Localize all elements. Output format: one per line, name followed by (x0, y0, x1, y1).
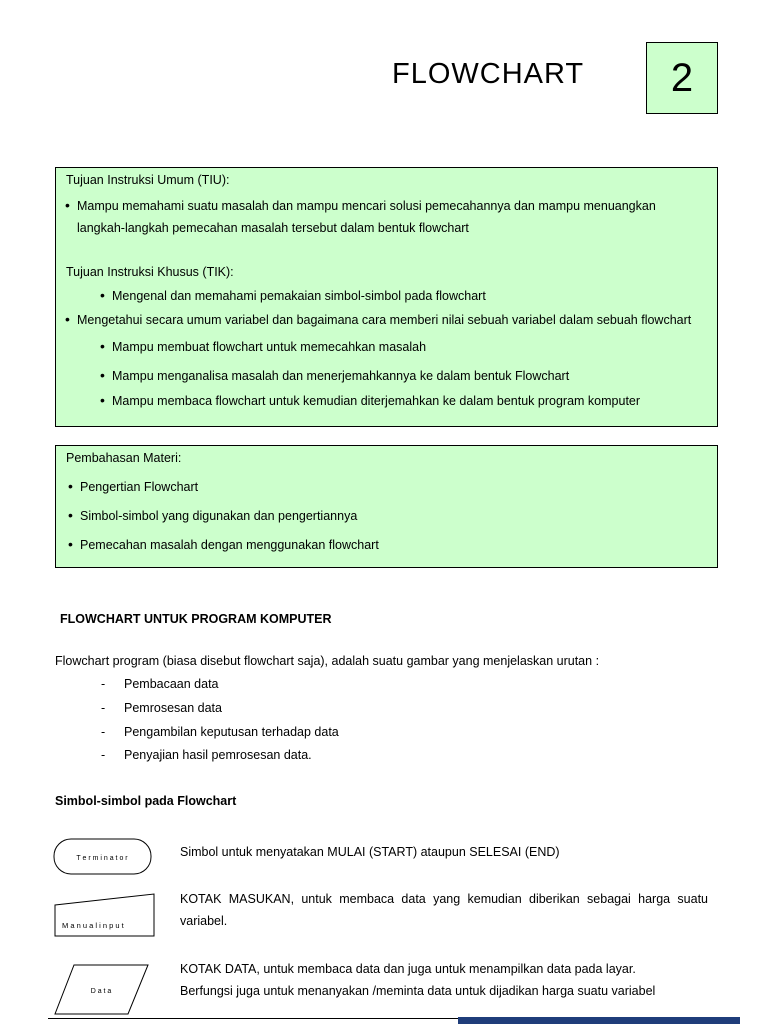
materi-item: • Pemecahan masalah dengan menggunakan flowchart (80, 538, 379, 552)
tiu-line-1: • Mampu memahami suatu masalah dan mampu mencari solusi pemecahannya dan mampu menuangkan (77, 199, 656, 213)
section-heading-program: FLOWCHART UNTUK PROGRAM KOMPUTER (60, 612, 332, 626)
section-intro: Flowchart program (biasa disebut flowchart saja), adalah suatu gambar yang menjelaskan urutan : (55, 654, 600, 668)
data-desc-line2: Berfungsi juga untuk menanyakan /meminta data untuk dijadikan harga suatu variabel (180, 984, 656, 998)
terminator-label: T e r m i n a t o r (76, 855, 128, 862)
footer-rule (48, 1018, 458, 1019)
tik-item: • Mampu menganalisa masalah dan menerjemahkannya ke dalam bentuk Flowchart (112, 369, 569, 383)
tik-item: • Mampu membuat flowchart untuk memecahkan masalah (112, 340, 426, 354)
tik-item: • Mampu membaca flowchart untuk kemudian diterjemahkan ke dalam bentuk program komputer (112, 394, 640, 408)
section-heading-symbols: Simbol-simbol pada Flowchart (55, 794, 237, 808)
tik-item: • Mengenal dan memahami pemakaian simbol-simbol pada flowchart (112, 289, 486, 303)
chapter-number-box (646, 42, 718, 114)
terminator-desc: Simbol untuk menyatakan MULAI (START) ataupun SELESAI (END) (180, 845, 560, 859)
materi-item: • Simbol-simbol yang digunakan dan pengertiannya (80, 509, 357, 523)
materi-box (55, 445, 718, 568)
data-label: D a t a (90, 988, 112, 995)
tiu-heading: Tujuan Instruksi Umum (TIU): (66, 173, 230, 187)
tiu-line-2: langkah-langkah pemecahan masalah tersebut dalam bentuk flowchart (77, 221, 469, 235)
tik-heading: Tujuan Instruksi Khusus (TIK): (66, 265, 234, 279)
materi-item: • Pengertian Flowchart (80, 480, 198, 494)
data-desc-line1: KOTAK DATA, untuk membaca data dan juga untuk menampilkan data pada layar. (180, 962, 636, 976)
manual-input-symbol (54, 893, 156, 938)
chapter-number: 2 (670, 55, 694, 100)
tik-item: • Mengetahui secara umum variabel dan bagaimana cara memberi nilai sebuah variabel dalam sebuah flowchart (77, 313, 691, 327)
footer-bar (458, 1017, 740, 1024)
data-symbol (54, 964, 150, 1016)
manual-input-desc: KOTAK MASUKAN, untuk membaca data yang kemudian diberikan sebagai harga suatu variabel. (180, 892, 708, 928)
terminator-symbol (53, 838, 153, 876)
manual-input-label: M a n u a l i n p u t (62, 921, 124, 930)
objectives-box (55, 167, 718, 427)
page-title: FLOWCHART (392, 58, 585, 90)
materi-heading: Pembahasan Materi: (66, 451, 182, 465)
